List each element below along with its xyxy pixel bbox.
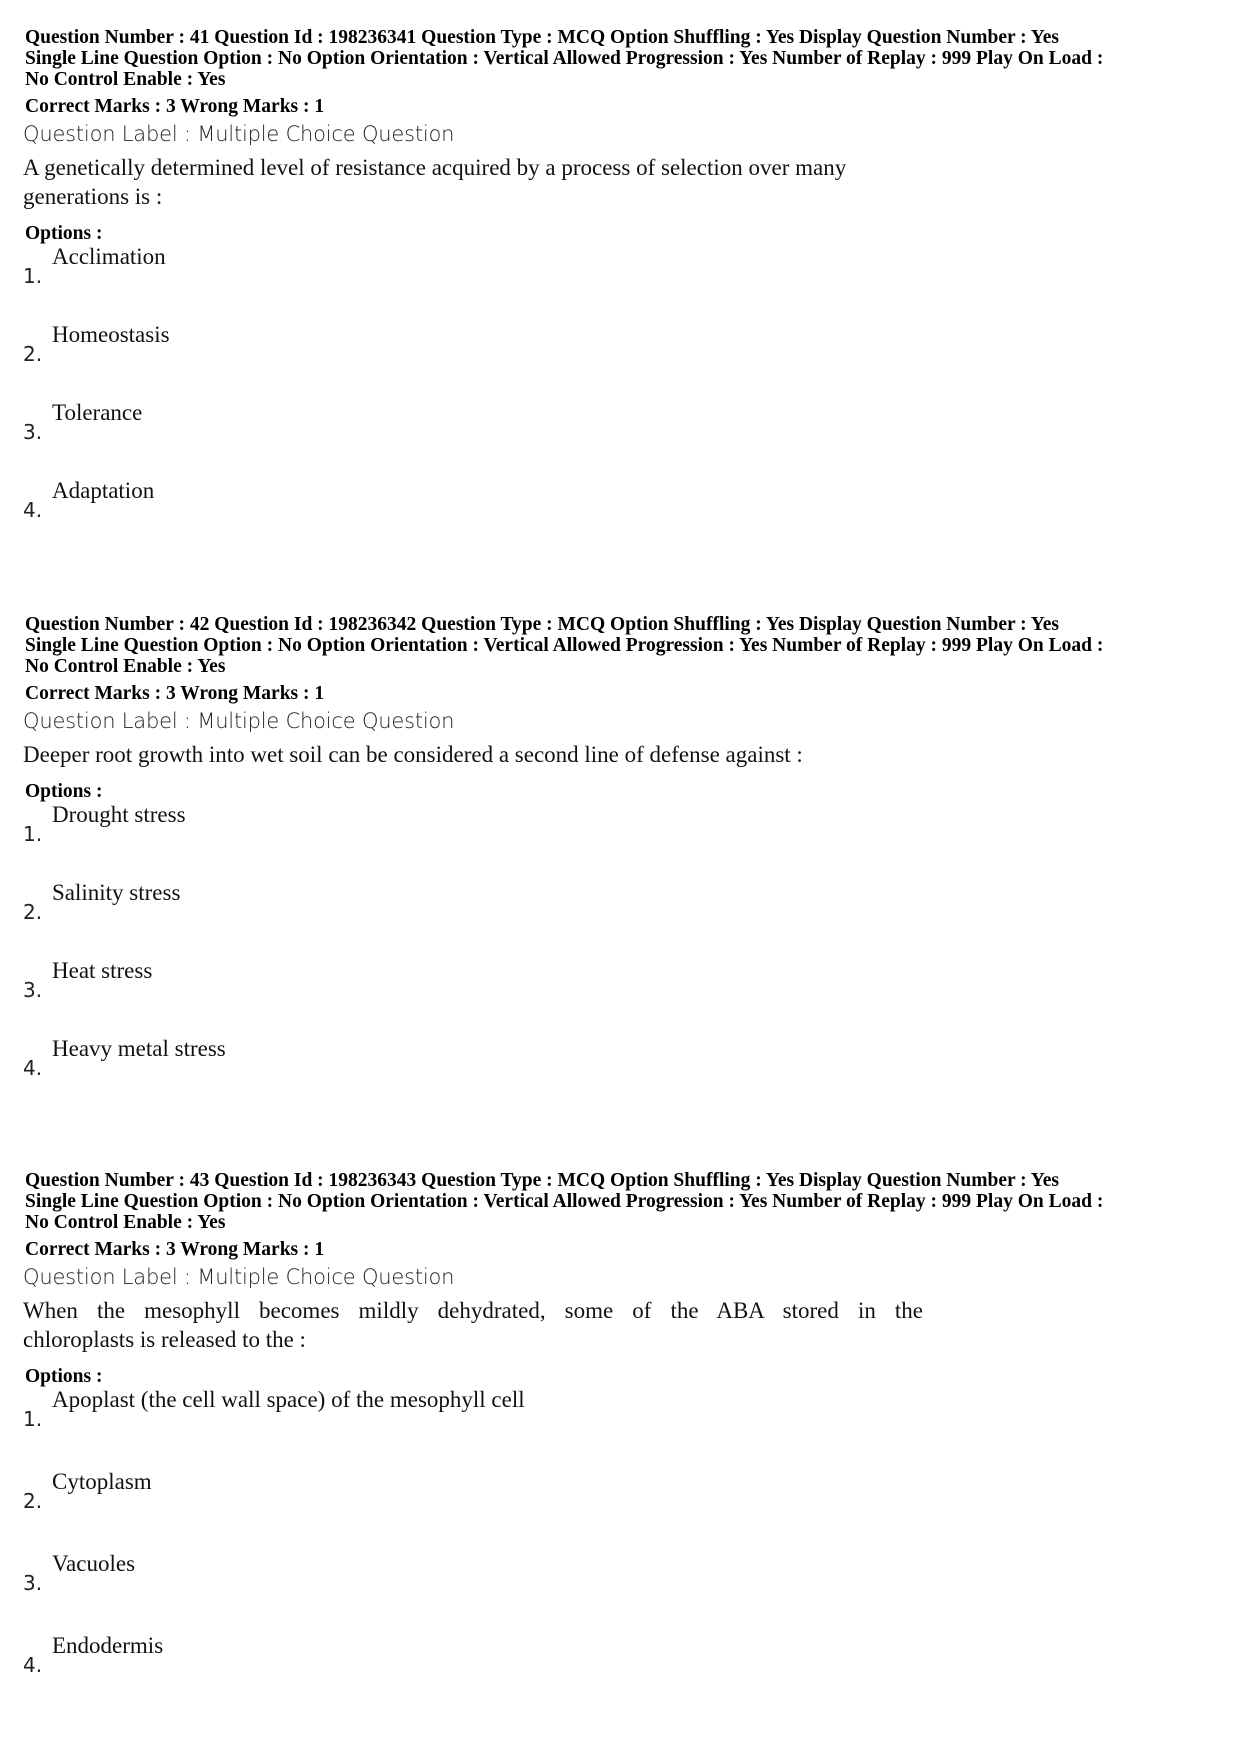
- option-number: 3.: [23, 1571, 43, 1595]
- option-item[interactable]: [25, 1633, 1220, 1715]
- option-text: Cytoplasm: [52, 1469, 152, 1494]
- question-marks: Correct Marks : 3 Wrong Marks : 1: [25, 96, 325, 117]
- question-meta-line: Single Line Question Option : No Option Orientation : Vertical Allowed Progression : Yes Number of Replay : 999 Play On Load :: [25, 1191, 1104, 1212]
- option-item[interactable]: [25, 244, 1220, 322]
- options-list: [25, 802, 1220, 1114]
- option-number: 1.: [23, 1407, 43, 1431]
- question-text-line: generations is :: [23, 184, 163, 209]
- options-label: Options :: [25, 781, 103, 802]
- question-text: [23, 740, 923, 769]
- option-text: Salinity stress: [52, 880, 181, 905]
- question-marks: Correct Marks : 3 Wrong Marks : 1: [25, 1239, 325, 1260]
- question-meta-line: Single Line Question Option : No Option Orientation : Vertical Allowed Progression : Yes Number of Replay : 999 Play On Load :: [25, 635, 1104, 656]
- option-number: 3.: [23, 420, 43, 444]
- option-number: 4.: [23, 1653, 43, 1677]
- option-text: Heat stress: [52, 958, 153, 983]
- question-block-41: [25, 27, 1220, 556]
- question-marks: Correct Marks : 3 Wrong Marks : 1: [25, 683, 325, 704]
- option-item[interactable]: [25, 1469, 1220, 1551]
- options-list: [25, 244, 1220, 556]
- option-item[interactable]: [25, 322, 1220, 400]
- option-number: 4.: [23, 498, 43, 522]
- option-item[interactable]: [25, 1551, 1220, 1633]
- option-item[interactable]: [25, 880, 1220, 958]
- option-number: 1.: [23, 822, 43, 846]
- option-number: 4.: [23, 1056, 43, 1080]
- question-block-42: [25, 614, 1220, 1114]
- question-meta-line: Question Number : 41 Question Id : 198236341 Question Type : MCQ Option Shuffling : Yes Display Question Number : Yes: [25, 27, 1059, 48]
- option-text: Acclimation: [52, 244, 166, 269]
- option-number: 2.: [23, 342, 43, 366]
- option-text: Tolerance: [52, 400, 143, 425]
- option-item[interactable]: [25, 958, 1220, 1036]
- option-text: Endodermis: [52, 1633, 164, 1658]
- question-label: Question Label : Multiple Choice Question: [23, 709, 455, 733]
- option-item[interactable]: [25, 802, 1220, 880]
- question-meta-line: No Control Enable : Yes: [25, 656, 226, 677]
- question-text-line: chloroplasts is released to the :: [23, 1327, 306, 1352]
- question-text: [23, 153, 923, 211]
- option-text: Vacuoles: [52, 1551, 136, 1576]
- question-meta-line: Question Number : 42 Question Id : 198236342 Question Type : MCQ Option Shuffling : Yes Display Question Number : Yes: [25, 614, 1059, 635]
- option-text: Adaptation: [52, 478, 155, 503]
- option-number: 2.: [23, 1489, 43, 1513]
- options-label: Options :: [25, 223, 103, 244]
- option-text: Homeostasis: [52, 322, 170, 347]
- option-item[interactable]: [25, 1036, 1220, 1114]
- question-text-line: When the mesophyll becomes mildly dehydrated, some of the ABA stored in the: [23, 1298, 923, 1323]
- options-list: [25, 1387, 1220, 1715]
- option-item[interactable]: [25, 400, 1220, 478]
- option-text: Drought stress: [52, 802, 186, 827]
- question-block-43: [25, 1170, 1220, 1715]
- question-text-line: A genetically determined level of resistance acquired by a process of selection over many: [23, 155, 847, 180]
- option-item[interactable]: [25, 478, 1220, 556]
- option-number: 1.: [23, 264, 43, 288]
- question-meta-line: Single Line Question Option : No Option Orientation : Vertical Allowed Progression : Yes Number of Replay : 999 Play On Load :: [25, 48, 1104, 69]
- question-label: Question Label : Multiple Choice Question: [23, 122, 455, 146]
- question-meta-line: No Control Enable : Yes: [25, 69, 226, 90]
- question-text: [23, 1296, 923, 1354]
- option-item[interactable]: [25, 1387, 1220, 1469]
- question-label: Question Label : Multiple Choice Question: [23, 1265, 455, 1289]
- option-number: 3.: [23, 978, 43, 1002]
- option-text: Heavy metal stress: [52, 1036, 226, 1061]
- question-meta-line: No Control Enable : Yes: [25, 1212, 226, 1233]
- options-label: Options :: [25, 1366, 103, 1387]
- option-text: Apoplast (the cell wall space) of the mesophyll cell: [52, 1387, 525, 1412]
- question-meta-line: Question Number : 43 Question Id : 198236343 Question Type : MCQ Option Shuffling : Yes Display Question Number : Yes: [25, 1170, 1059, 1191]
- option-number: 2.: [23, 900, 43, 924]
- question-text-line: Deeper root growth into wet soil can be considered a second line of defense against :: [23, 742, 803, 767]
